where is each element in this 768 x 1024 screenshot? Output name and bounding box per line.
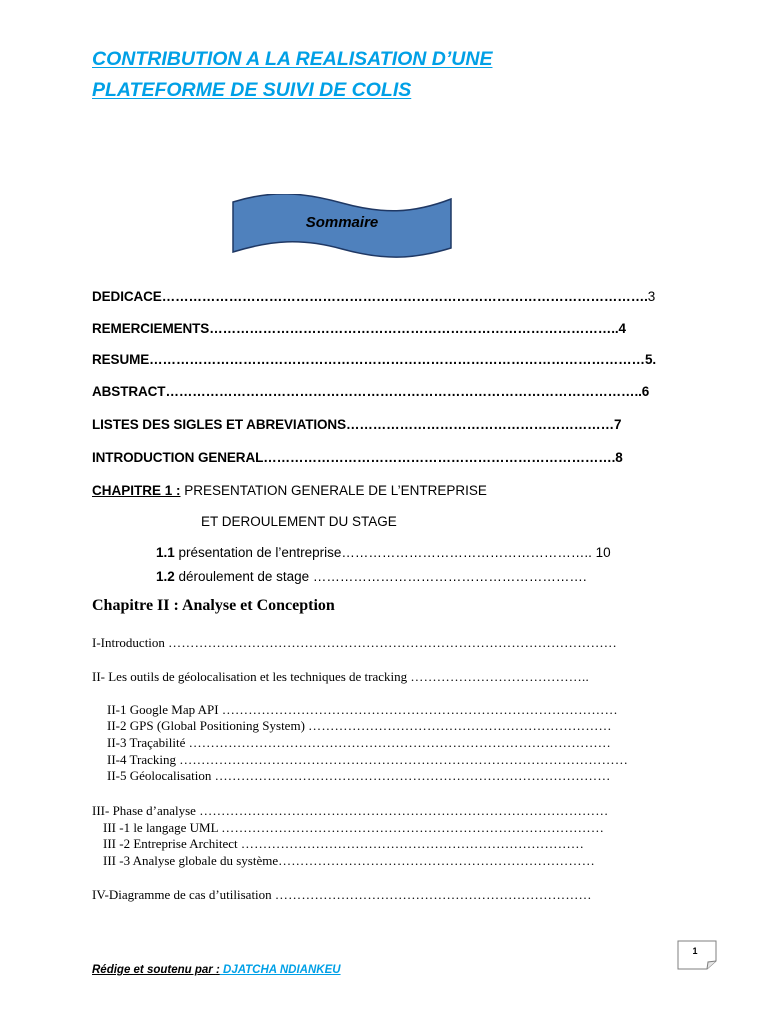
footer <box>92 964 341 976</box>
toc-entry-page: 5. <box>644 352 657 367</box>
toc-entry-label: RESUME………………………………………………………………………………………………… <box>92 352 645 367</box>
entry-dots: …………………………………………………………………………… <box>221 820 605 835</box>
chapter1-title-line2: ET DEROULEMENT DU STAGE <box>201 514 397 529</box>
entry-text: III -2 Entreprise Architect <box>103 836 241 851</box>
toc-entry-label: INTRODUCTION GENERAL……………………………………………………………………. <box>92 450 616 465</box>
chapter1-item-1-2 <box>156 569 587 584</box>
chapter2-entry-outils <box>92 669 589 685</box>
chapter2-entry-google-map <box>107 702 618 718</box>
entry-dots: ………………………………………………………………………………………… <box>168 635 617 650</box>
chapter2-entry-introduction <box>92 635 617 651</box>
chapter2-entry-analyse-globale <box>103 853 595 869</box>
chapter2-entry-tracabilite <box>107 735 611 751</box>
entry-dots: …………………………………………………………………… <box>240 836 585 851</box>
toc-entry-page: 6 <box>641 384 650 399</box>
toc-entry-page: 4 <box>618 321 626 336</box>
entry-dots: ………………………………………………………………………………… <box>199 803 609 818</box>
entry-dots: ……………………………………………………………… <box>274 887 592 902</box>
chapter2-entry-entreprise-architect <box>103 836 584 852</box>
toc-entry-label: ABSTRACT…………………………………………………………………………………………….. <box>92 384 642 399</box>
toc-entry-remerciements <box>92 321 626 336</box>
entry-dots: ……………………………………………………………… <box>278 853 595 868</box>
entry-text: II-3 Traçabilité <box>107 735 189 750</box>
toc-entry-introduction <box>92 450 623 465</box>
entry-dots: ……………………………………………………………………………… <box>214 768 611 783</box>
chapter1-item-1-1 <box>156 545 611 560</box>
sommaire-heading: Sommaire <box>305 214 379 231</box>
footer-separator: : <box>215 964 220 976</box>
item-text: présentation de l’entreprise……………………………………………….. <box>174 545 596 560</box>
toc-entry-label: REMERCIEMENTS……………………………………………………………………………….. <box>92 321 619 336</box>
toc-entry-page: 7 <box>614 417 622 432</box>
entry-text: III -1 le langage UML <box>103 820 222 835</box>
chapter1-title: PRESENTATION GENERALE DE L’ENTREPRISE <box>180 483 487 498</box>
entry-text: II- Les outils de géolocalisation et les techniques de tracking <box>92 669 411 684</box>
entry-dots: …………………………………………………………… <box>308 718 612 733</box>
entry-text: III- Phase d’analyse <box>92 803 200 818</box>
chapter1-label: CHAPITRE 1 : <box>92 483 181 498</box>
entry-text: IV-Diagramme de cas d’utilisation <box>92 887 275 902</box>
entry-text: I-Introduction <box>92 635 169 650</box>
item-page: 10 <box>595 545 611 560</box>
entry-dots: ………………………………….. <box>410 669 589 684</box>
page-number: 1 <box>692 946 698 956</box>
toc-entry-resume <box>92 352 656 367</box>
footer-label: Rédige et soutenu par <box>92 964 216 976</box>
entry-text: III -3 Analyse globale du système <box>103 853 279 868</box>
item-number: 1.1 <box>156 545 175 560</box>
entry-dots: …………………………………………………………………………………… <box>188 735 611 750</box>
toc-entry-listes-sigles <box>92 417 621 432</box>
entry-text: II-5 Géolocalisation <box>107 768 215 783</box>
entry-dots: ………………………………………………………………………………………… <box>179 752 629 767</box>
entry-text: II-2 GPS (Global Positioning System) <box>107 718 309 733</box>
item-text: déroulement de stage ……………………………………………………. <box>174 569 587 584</box>
toc-entry-dedicace <box>92 289 655 304</box>
entry-text: II-1 Google Map API <box>107 702 222 717</box>
document-title-line2: PLATEFORME DE SUIVI DE COLIS <box>92 79 412 101</box>
toc-entry-page: 8 <box>615 450 623 465</box>
entry-dots: ……………………………………………………………………………… <box>221 702 618 717</box>
toc-entry-abstract <box>92 384 649 399</box>
chapter2-heading: Chapitre II : Analyse et Conception <box>92 597 335 614</box>
chapter1-heading <box>92 483 487 498</box>
chapter2-entry-phase-analyse <box>92 803 608 819</box>
toc-entry-label: DEDICACE………………………………………………………………………………………………. <box>92 289 648 304</box>
item-number: 1.2 <box>156 569 175 584</box>
chapter2-entry-uml <box>103 820 604 836</box>
toc-entry-label: LISTES DES SIGLES ET ABREVIATIONS…………………………………………………… <box>92 417 614 432</box>
chapter2-entry-gps <box>107 718 612 734</box>
chapter2-entry-diagramme <box>92 887 592 903</box>
footer-author: DJATCHA NDIANKEU <box>219 964 341 976</box>
chapter2-entry-geolocalisation <box>107 768 611 784</box>
toc-entry-page: 3 <box>647 289 656 304</box>
document-title-line1: CONTRIBUTION A LA REALISATION D’UNE <box>92 48 493 70</box>
chapter2-entry-tracking <box>107 752 628 768</box>
entry-text: II-4 Tracking <box>107 752 180 767</box>
